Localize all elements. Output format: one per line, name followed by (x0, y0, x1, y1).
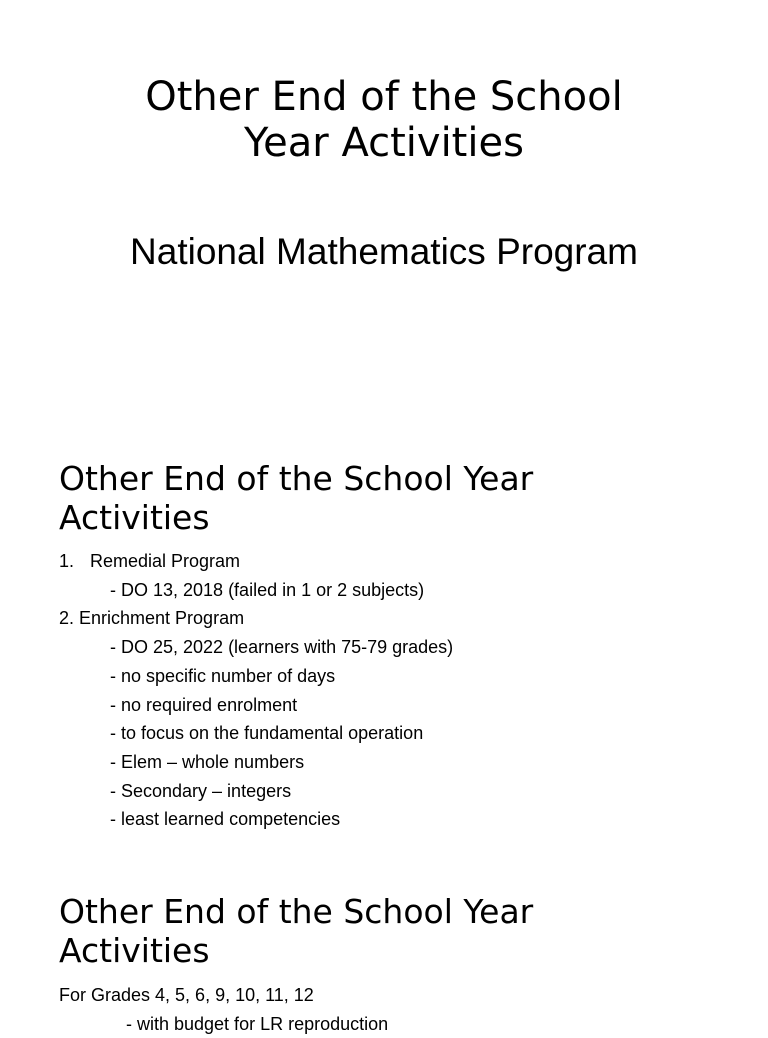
slide-2-heading-line-2: Activities (59, 498, 210, 537)
list-item-number: 1. (59, 551, 75, 571)
slide-2-list (59, 547, 739, 834)
main-title-line-2: Year Activities (244, 120, 524, 166)
subtitle: National Mathematics Program (130, 231, 638, 272)
slide-3-heading (59, 892, 739, 970)
list-item-detail: - Elem – whole numbers (110, 751, 305, 772)
list-item-detail: - no required enrolment (110, 694, 298, 715)
list-item-detail: - least learned competencies (110, 809, 341, 830)
main-title-line-1: Other End of the School (145, 74, 623, 120)
slide-3-heading-line-1: Other End of the School Year (59, 892, 534, 931)
list-item-remedial (59, 547, 739, 576)
list-item-label: Remedial Program (90, 551, 241, 571)
list-item-detail-partial: - with budget for LR reproduction (126, 1013, 389, 1034)
list-item-enrichment: 2. Enrichment Program (59, 608, 245, 629)
list-item-detail: - Secondary – integers (110, 780, 292, 801)
list-item-detail: - to focus on the fundamental operation (110, 723, 424, 744)
slide-3-heading-line-2: Activities (59, 931, 210, 970)
list-item-detail: - DO 13, 2018 (failed in 1 or 2 subjects) (110, 579, 425, 600)
slide-2-heading-line-1: Other End of the School Year (59, 459, 534, 498)
list-item-detail: - DO 25, 2022 (learners with 75-79 grades) (110, 637, 454, 658)
slide-2-heading (59, 459, 739, 537)
slide-3-list (59, 981, 739, 1038)
list-item-detail: - no specific number of days (110, 665, 336, 686)
grades-line: For Grades 4, 5, 6, 9, 10, 11, 12 (59, 985, 314, 1005)
